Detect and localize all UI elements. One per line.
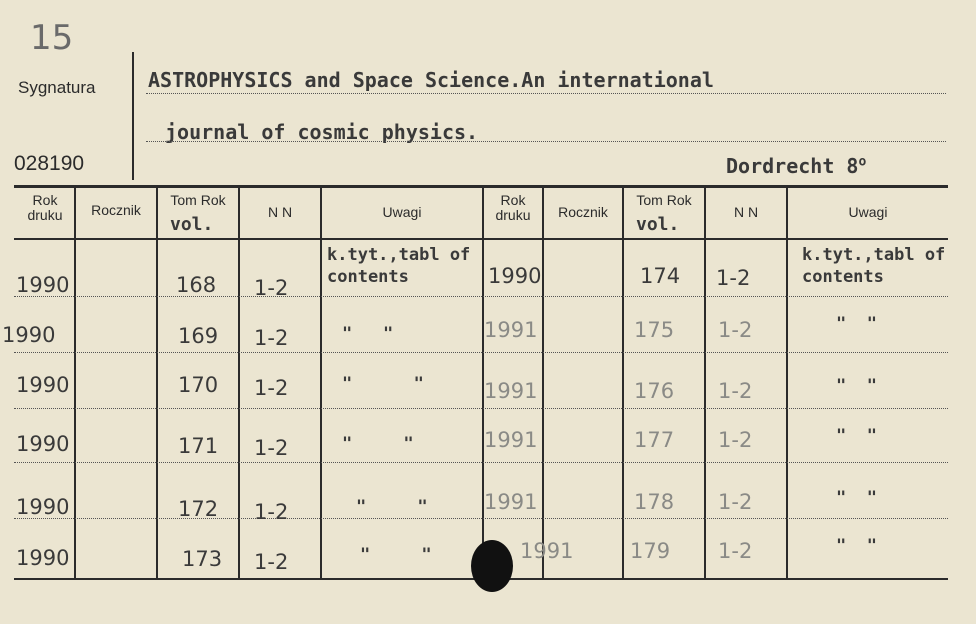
right-row-nn: 1-2 — [718, 539, 753, 563]
col-line — [542, 187, 544, 579]
format-sup: o — [858, 154, 867, 170]
right-row-note: " " — [836, 376, 877, 396]
row-divider — [14, 296, 948, 297]
right-row-vol: 177 — [634, 428, 675, 452]
header-rocznik: Rocznik — [91, 202, 141, 218]
right-row-note: " " — [836, 426, 877, 446]
left-row-vol: 170 — [178, 373, 219, 397]
left-row-year: 1990 — [16, 546, 70, 570]
header-bottom-rule — [14, 238, 948, 240]
left-row-nn: 1-2 — [254, 500, 289, 524]
card-number: 15 — [30, 18, 74, 58]
left-row-year: 1990 — [16, 495, 70, 519]
right-row-year: 1991 — [520, 539, 574, 563]
title-line-2: journal of cosmic physics. — [165, 120, 479, 144]
header-nn-right: N N — [733, 204, 759, 220]
col-line — [238, 187, 240, 579]
left-row-year: 1990 — [16, 432, 70, 456]
right-row-nn: 1-2 — [716, 266, 751, 290]
left-row-year: 1990 — [16, 273, 70, 297]
signature-number: 028190 — [14, 152, 85, 175]
right-row-vol: 174 — [640, 264, 681, 288]
header-rok-druku-right: Rok druku — [495, 192, 531, 223]
col-line — [320, 187, 322, 579]
col-line — [704, 187, 706, 579]
sygnatura-divider — [132, 52, 134, 180]
sygnatura-label: Sygnatura — [18, 78, 96, 97]
right-row-nn: 1-2 — [718, 490, 753, 514]
header-tom: Tom Rok — [170, 192, 226, 208]
row-divider — [14, 408, 948, 409]
header-uwagi: Uwagi — [382, 204, 422, 220]
col-line — [74, 187, 76, 579]
left-row-vol: 171 — [178, 434, 219, 458]
right-row-vol: 179 — [630, 539, 671, 563]
left-row-nn: 1-2 — [254, 436, 289, 460]
header-uwagi-right: Uwagi — [848, 204, 888, 220]
left-row-note: " " — [342, 374, 424, 394]
left-row-note: " " — [360, 545, 432, 565]
row-divider — [14, 462, 948, 463]
left-row-note: k.tyt.,tabl of contents — [327, 245, 471, 287]
header-rocznik-right: Rocznik — [558, 204, 608, 220]
right-row-vol: 176 — [634, 379, 675, 403]
title-line-1: ASTROPHYSICS and Space Science.An international — [148, 68, 714, 92]
right-row-note: " " — [836, 488, 877, 508]
right-row-nn: 1-2 — [718, 379, 753, 403]
row-divider — [14, 352, 948, 353]
right-row-note: " " — [836, 536, 877, 556]
right-row-year: 1990 — [488, 264, 542, 288]
place-text: Dordrecht 8 — [726, 154, 859, 178]
left-row-vol: 173 — [182, 547, 223, 571]
row-divider — [14, 518, 948, 519]
left-row-vol: 169 — [178, 324, 219, 348]
header-rok-druku: Rok druku — [27, 192, 63, 223]
left-row-note: " " — [342, 324, 394, 344]
left-row-nn: 1-2 — [254, 326, 289, 350]
right-row-vol: 178 — [634, 490, 675, 514]
dotted-line — [146, 93, 946, 94]
right-row-nn: 1-2 — [718, 318, 753, 342]
right-row-year: 1991 — [484, 428, 538, 452]
left-row-note: " " — [342, 434, 414, 454]
header-vol: vol. — [170, 214, 214, 235]
left-row-note: " " — [356, 497, 428, 517]
left-row-nn: 1-2 — [254, 550, 289, 574]
punch-hole — [471, 540, 513, 592]
left-row-year: 1990 — [16, 373, 70, 397]
right-row-nn: 1-2 — [718, 428, 753, 452]
left-row-vol: 168 — [176, 273, 217, 297]
header-vol-right: vol. — [636, 214, 680, 235]
header-nn: N N — [267, 204, 293, 220]
col-line — [622, 187, 624, 579]
dotted-line — [146, 141, 946, 142]
right-row-year: 1991 — [484, 318, 538, 342]
left-row-year: 1990 — [2, 323, 56, 347]
col-line — [786, 187, 788, 579]
left-row-vol: 172 — [178, 497, 219, 521]
right-row-note: " " — [836, 314, 877, 334]
right-row-note: k.tyt.,tabl of contents — [802, 245, 946, 287]
left-row-nn: 1-2 — [254, 276, 289, 300]
left-row-nn: 1-2 — [254, 376, 289, 400]
right-row-year: 1991 — [484, 490, 538, 514]
place-format — [726, 154, 866, 178]
col-line — [156, 187, 158, 579]
right-row-year: 1991 — [484, 379, 538, 403]
table-top-rule — [14, 185, 948, 188]
header-tom-right: Tom Rok — [636, 192, 692, 208]
right-row-vol: 175 — [634, 318, 675, 342]
